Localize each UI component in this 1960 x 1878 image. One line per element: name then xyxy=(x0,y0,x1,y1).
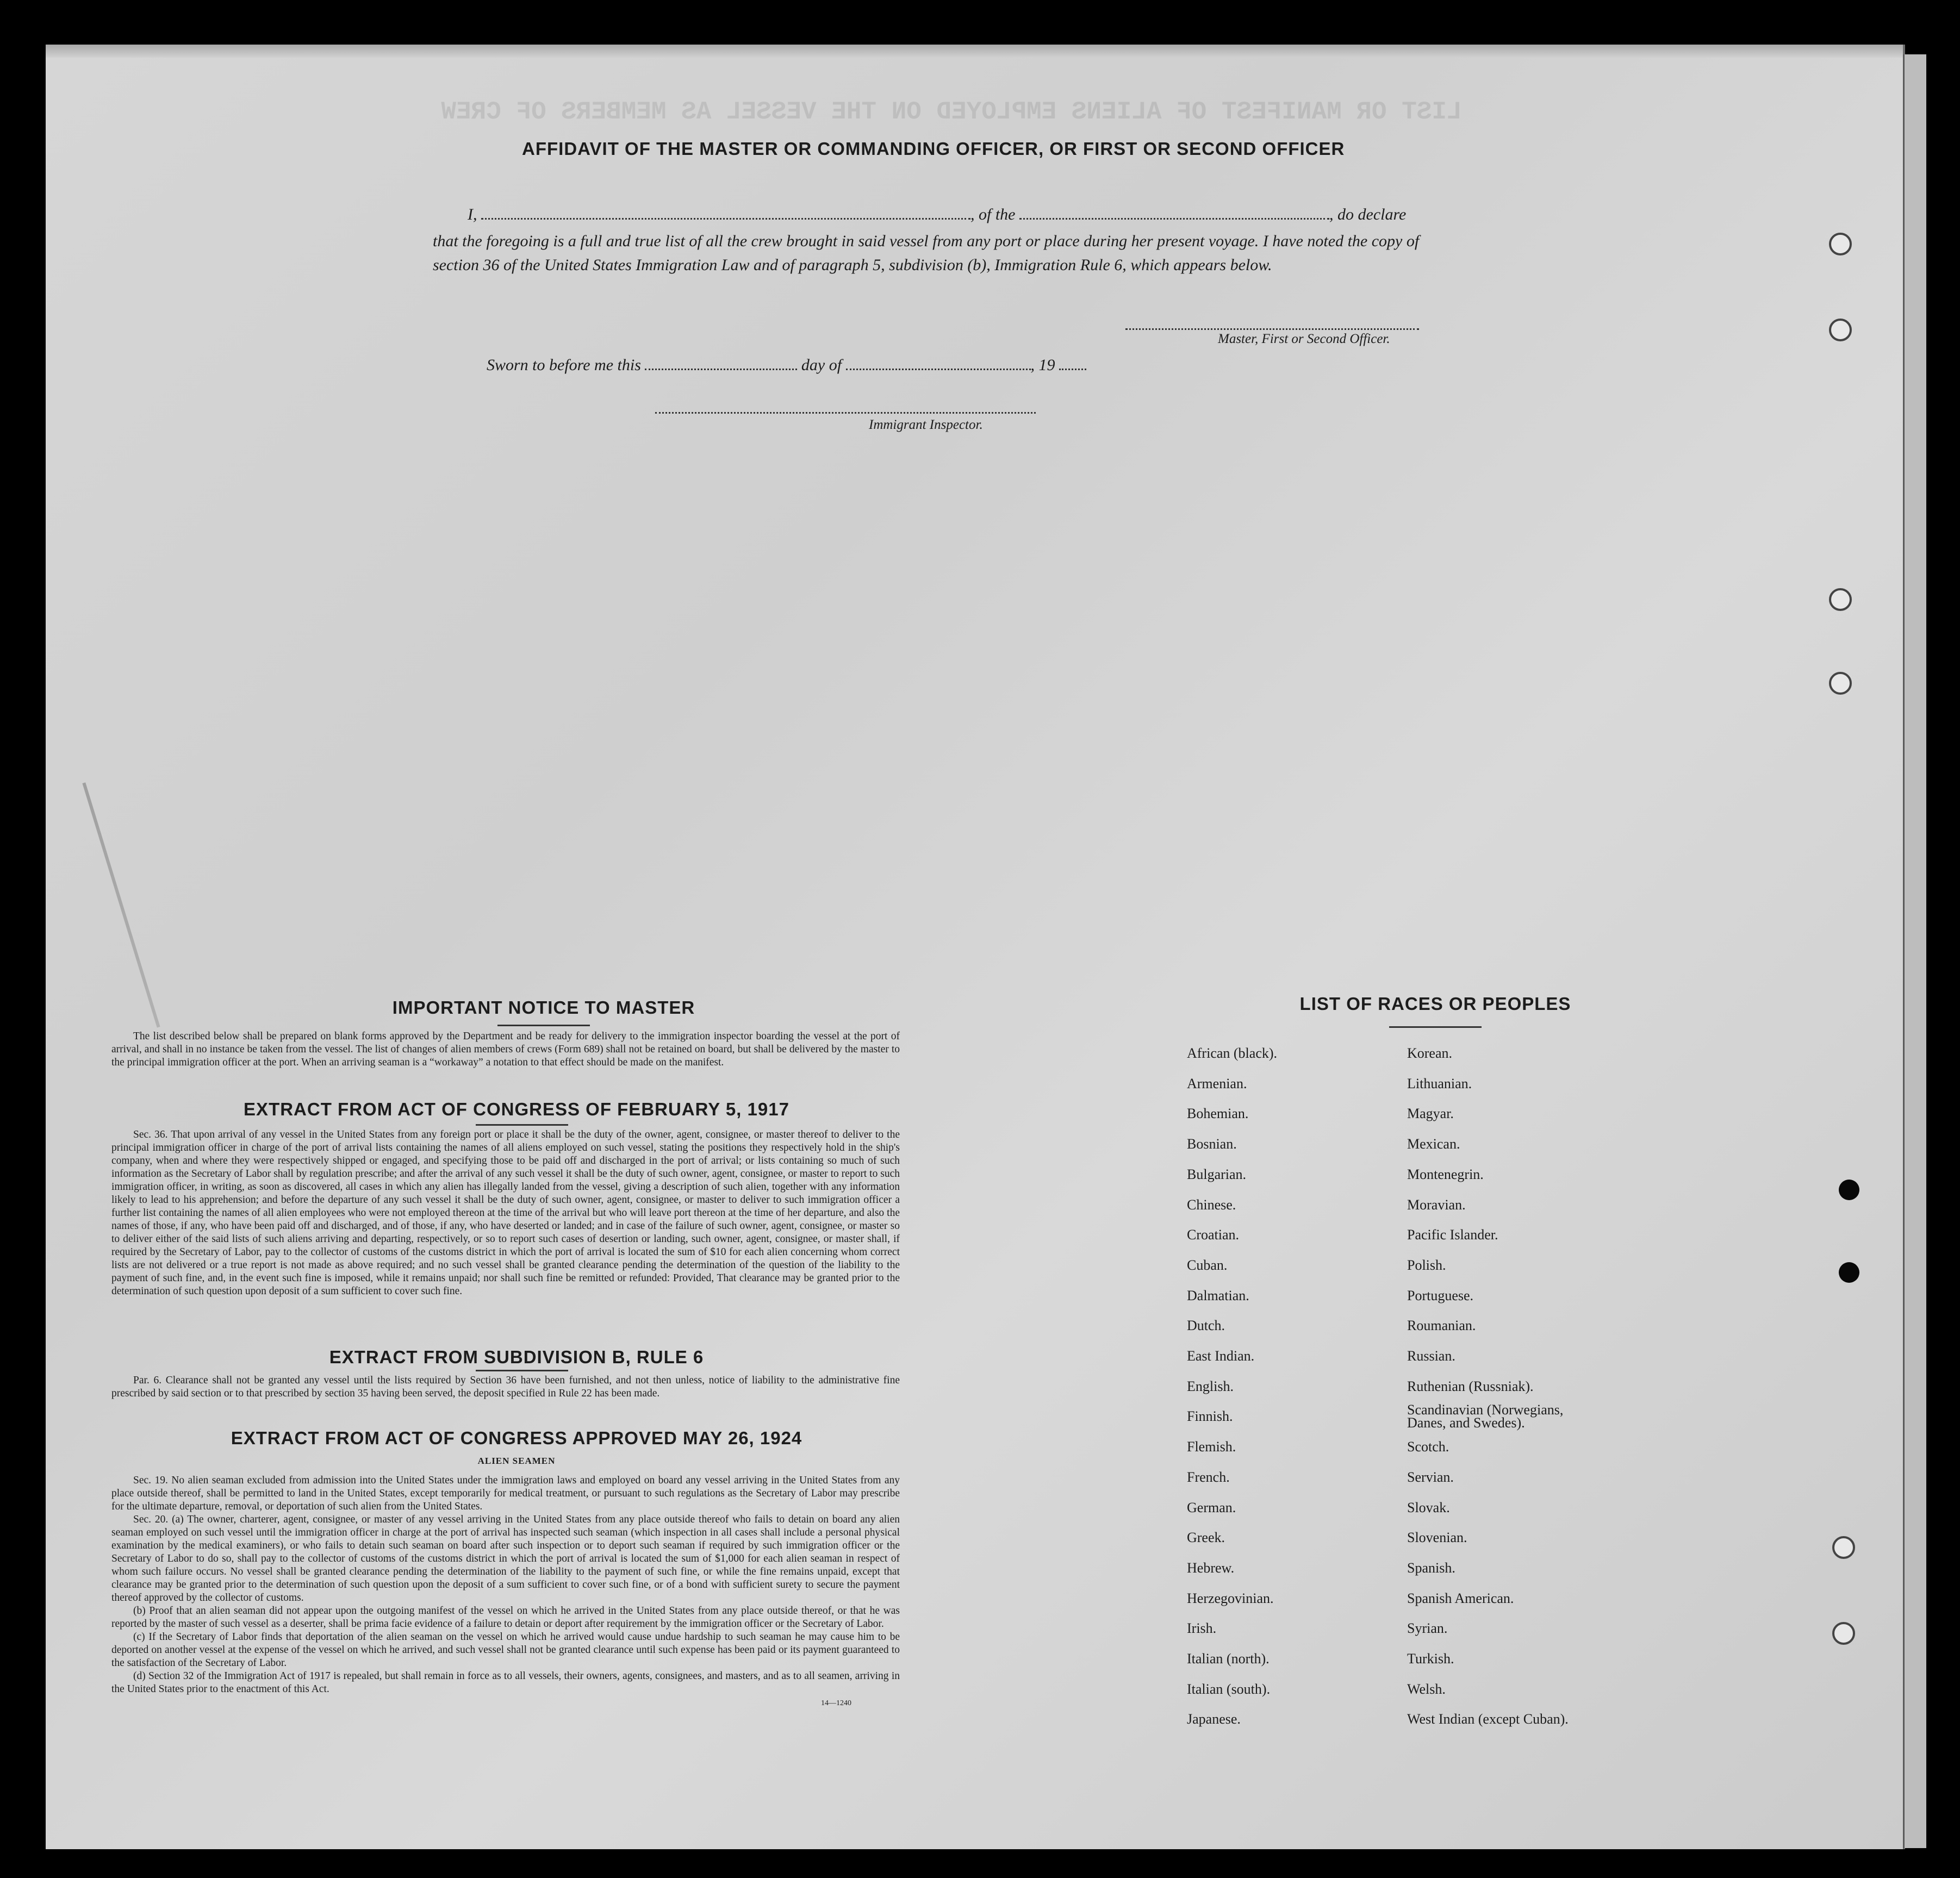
race-item: Slovenian. xyxy=(1407,1530,1467,1546)
race-item: Cuban. xyxy=(1187,1257,1228,1273)
page-top-shadow xyxy=(46,45,1903,58)
race-item: Lithuanian. xyxy=(1407,1075,1472,1091)
signature-blank[interactable] xyxy=(1125,328,1419,330)
vessel-blank[interactable] xyxy=(1019,218,1329,220)
race-item: Pacific Islander. xyxy=(1407,1227,1498,1243)
race-item: Chinese. xyxy=(1187,1196,1236,1213)
punch-hole-icon xyxy=(1832,1536,1855,1559)
sworn-day-label: day of xyxy=(801,356,842,374)
punch-hole-icon xyxy=(1829,672,1852,695)
sworn-day-blank[interactable] xyxy=(645,369,797,370)
notice-rule xyxy=(497,1025,590,1026)
race-item: Syrian. xyxy=(1407,1620,1448,1637)
race-item: Russian. xyxy=(1407,1348,1455,1364)
extract-1924-paragraph: Sec. 20. (a) The owner, charterer, agent, consignee, or master of any vessel arriving in the United States from any place outside thereof who fails to detain on board any alien seaman employed on such vessel until the immigration officer in charge at the port of arrival has inspected such seaman (which inspection in all cases shall include a personal physical examination by the medical examiners), or who fails to detain such seaman on board after such inspection or to deport such seaman if required by such immigration officer or the Secretary of Labor to do so, shall pay to the collector of customs of the customs district in which the port of arrival is located the sum of $1,000 for each alien seaman in respect of whom such failure occurs. No vessel shall be granted clearance pending the determination of the liability to the payment of such fine, or while the fine remains unpaid, except that clearance may be granted prior to the determination of such question upon the deposit of a sum sufficient to cover such fine, or of a bond with sufficient surety to secure the payment thereof approved by the collector of customs. xyxy=(111,1514,900,1604)
extract-1924-paragraph: Sec. 19. No alien seaman excluded from admission into the United States under the immigration laws and employed on board any vessel arriving in the United States from any place outside thereof, shall be permitted to land in the United States, except temporarily for medical treatment, or pursuant to such regulations as the Secretary of Labor may prescribe for the ultimate departure, removal, or deportation of such alien from the United States. xyxy=(111,1475,900,1512)
race-item: Bulgarian. xyxy=(1187,1166,1247,1182)
race-item: Scotch. xyxy=(1407,1439,1449,1455)
notice-body: The list described below shall be prepared on blank forms approved by the Department and be ready for delivery to the immigration inspector boarding the vessel at the port of arrival, and shall in no instance be taken from the vessel. The list of changes of alien members of crews (Form 689) shall not be retained on board, but shall be delivered by the master to the principal immigration officer at the port. When an arriving seaman is a “workaway” a notation to that effect should be made on the manifest. xyxy=(111,1031,900,1068)
affidavit-declaration-line xyxy=(468,205,1473,230)
race-item: Bosnian. xyxy=(1187,1136,1237,1152)
signature-label: Master, First or Second Officer. xyxy=(1218,332,1390,346)
race-item: French. xyxy=(1187,1469,1230,1485)
affidavit-body: that the foregoing is a full and true list of all the crew brought in said vessel from any port or place during her present voyage. I have noted the copy of section 36 of the United States Immigration Law and of paragraph 5, subdivision (b), Immigration Rule 6, which appears below. xyxy=(433,232,1420,274)
race-item: Portuguese. xyxy=(1407,1287,1474,1303)
extract-rule6-title: EXTRACT FROM SUBDIVISION B, RULE 6 xyxy=(329,1347,704,1367)
race-item: Turkish. xyxy=(1407,1651,1454,1667)
punch-hole-icon xyxy=(1829,319,1852,341)
page-edge xyxy=(1903,54,1926,1848)
sworn-year-label: , 19 xyxy=(1030,356,1055,374)
race-item: African (black). xyxy=(1187,1045,1278,1061)
affidavit-title: AFFIDAVIT OF THE MASTER OR COMMANDING OFFICER, OR FIRST OR SECOND OFFICER xyxy=(522,139,1345,159)
inspector-label: Immigrant Inspector. xyxy=(869,417,983,432)
race-item: Montenegrin. xyxy=(1407,1166,1484,1182)
punch-hole-icon xyxy=(1829,588,1852,611)
race-item: Croatian. xyxy=(1187,1227,1240,1243)
race-item: Scandinavian (Norwegians, Danes, and Swedes). xyxy=(1407,1402,1564,1431)
race-item: Spanish American. xyxy=(1407,1590,1514,1606)
extract-1924-paragraph: (c) If the Secretary of Labor finds that deportation of the alien seaman on the vessel on which he arrived would cause undue hardship to such seaman he may cause him to be deported on another vessel at the expense of the vessel on which he arrived, and such vessel shall not be granted clearance until such expense has been paid or its payment guaranteed to the satisfaction of the Secretary of Labor. xyxy=(111,1631,900,1669)
race-item: West Indian (except Cuban). xyxy=(1407,1711,1569,1727)
declare-end-text: , do declare xyxy=(1329,205,1407,223)
extract-rule6-body: Par. 6. Clearance shall not be granted any vessel until the lists required by Section 36 have been furnished, and not then unless, notice of liability to the administrative fine prescribed by said section or to that prescribed by section 35 having been served, the deposit specified in Rule 22 has been made. xyxy=(111,1375,900,1399)
sworn-year-blank[interactable] xyxy=(1059,369,1086,370)
notice-title: IMPORTANT NOTICE TO MASTER xyxy=(392,997,695,1018)
extract-1924-title: EXTRACT FROM ACT OF CONGRESS APPROVED MAY 26, 1924 xyxy=(231,1428,802,1448)
race-item: Irish. xyxy=(1187,1620,1217,1637)
race-item: Japanese. xyxy=(1187,1711,1241,1727)
race-item: German. xyxy=(1187,1499,1236,1515)
race-item: Ruthenian (Russniak). xyxy=(1407,1378,1534,1394)
extract-1924-paragraph: (d) Section 32 of the Immigration Act of 1917 is repealed, but shall remain in force as to all vessels, their owners, agents, consignees, and masters, and as to all seamen, arriving in the United States prior to the enactment of this Act. xyxy=(111,1670,900,1695)
race-item: Finnish. xyxy=(1187,1408,1233,1425)
extract-1924-subtitle: ALIEN SEAMEN xyxy=(477,1456,556,1466)
punch-hole-dark-icon xyxy=(1839,1180,1859,1200)
punch-hole-icon xyxy=(1829,233,1852,255)
punch-hole-dark-icon xyxy=(1839,1262,1859,1283)
race-item: Roumanian. xyxy=(1407,1318,1476,1334)
race-item: Moravian. xyxy=(1407,1196,1466,1213)
race-item: Servian. xyxy=(1407,1469,1454,1485)
name-blank[interactable] xyxy=(481,218,970,220)
race-item: Spanish. xyxy=(1407,1559,1455,1576)
form-number: 14—1240 xyxy=(821,1699,851,1707)
race-item: Hebrew. xyxy=(1187,1559,1235,1576)
extract-1917-title: EXTRACT FROM ACT OF CONGRESS OF FEBRUARY 5, 1917 xyxy=(244,1099,789,1119)
declare-i-text: I, xyxy=(468,205,477,223)
race-item: Welsh. xyxy=(1407,1681,1446,1697)
race-item: English. xyxy=(1187,1378,1234,1394)
race-item: Polish. xyxy=(1407,1257,1446,1273)
race-item: Greek. xyxy=(1187,1530,1225,1546)
race-item: Korean. xyxy=(1407,1045,1453,1061)
bleed-through-heading: LIST OR MANIFEST OF ALIENS EMPLOYED ON THE VESSEL AS MEMBERS OF CREW xyxy=(441,98,1462,126)
extract-rule6-rule xyxy=(476,1370,568,1371)
race-item: Herzegovinian. xyxy=(1187,1590,1274,1606)
sworn-month-blank[interactable] xyxy=(846,369,1031,370)
races-list-rule xyxy=(1389,1026,1482,1028)
race-item: East Indian. xyxy=(1187,1348,1255,1364)
declare-of-text: , of the xyxy=(970,205,1016,223)
race-item: Magyar. xyxy=(1407,1106,1454,1122)
extract-1924-paragraph: (b) Proof that an alien seaman did not appear upon the outgoing manifest of the vessel on which he arrived in the United States from any place outside thereof, or that he was reported by the master of such vessel as a deserter, shall be prima facie evidence of a failure to detain or deport after requirement by the immigration officer or the Secretary of Labor. xyxy=(111,1605,900,1630)
race-item: Bohemian. xyxy=(1187,1106,1249,1122)
inspector-signature-blank[interactable] xyxy=(655,412,1036,414)
race-item: Slovak. xyxy=(1407,1499,1450,1515)
race-item: Mexican. xyxy=(1407,1136,1460,1152)
sworn-line xyxy=(487,356,1193,375)
race-item: Italian (south). xyxy=(1187,1681,1271,1697)
extract-1924-body xyxy=(111,1474,900,1696)
extract-1917-rule xyxy=(476,1124,568,1126)
race-item: Italian (north). xyxy=(1187,1651,1270,1667)
race-item: Armenian. xyxy=(1187,1075,1247,1091)
punch-hole-icon xyxy=(1832,1622,1855,1645)
sworn-prefix: Sworn to before me this xyxy=(487,356,641,374)
race-item: Dutch. xyxy=(1187,1318,1225,1334)
races-list-title: LIST OF RACES OR PEOPLES xyxy=(1299,994,1571,1014)
race-item: Flemish. xyxy=(1187,1439,1236,1455)
extract-1917-body: Sec. 36. That upon arrival of any vessel in the United States from any foreign port or place it shall be the duty of the owner, agent, consignee, or master thereof to deliver to the principal immigration officer in charge of the port of arrival lists containing the names of all aliens employed on such vessel, stating the positions they respectively hold in the ship's company, when and where they were respectively shipped or engaged, and specifying those to be paid off and discharged in the port of arrival; or lists containing so much of such information as the Secretary of Labor shall by regulation prescribe; and after the arrival of any such vessel it shall be the duty of such owner, agent, consignee, or master to report to such immigration officer, in writing, as soon as discovered, all cases in which any alien has illegally landed from the vessel, giving a description of such alien, together with any information likely to lead to his apprehension; and before the departure of any such vessel it shall be the duty of such owner, agent, consignee, or master to deliver to such immigration officer a further list containing the names of all alien employees who were not employed thereon at the time of the arrival but who will leave port thereon at the time of her departure, and also the names of those, if any, who have been paid off and discharged, and of those, if any, who have deserted or landed; and in case of the failure of such owner, agent, consignee, or master so to deliver either of the said lists of such aliens arriving and departing, respectively, or so to report such cases of desertion or landing, such owner, agent, consignee, or master shall, if required by the Secretary of Labor, pay to the collector of customs of the customs district in which the port of arrival is located the sum of $10 for each alien concerning whom correct lists are not delivered or a true report is not made as above required; and no such vessel shall be granted clearance pending the determination of the question of the liability to the payment of such fine, and, in the event such fine is imposed, while it remains unpaid; nor shall such fine be remitted or refunded: Provided, That clearance may be granted prior to the determination of such question upon deposit of a sum sufficient to cover such fine. xyxy=(111,1129,900,1297)
race-item: Dalmatian. xyxy=(1187,1287,1249,1303)
